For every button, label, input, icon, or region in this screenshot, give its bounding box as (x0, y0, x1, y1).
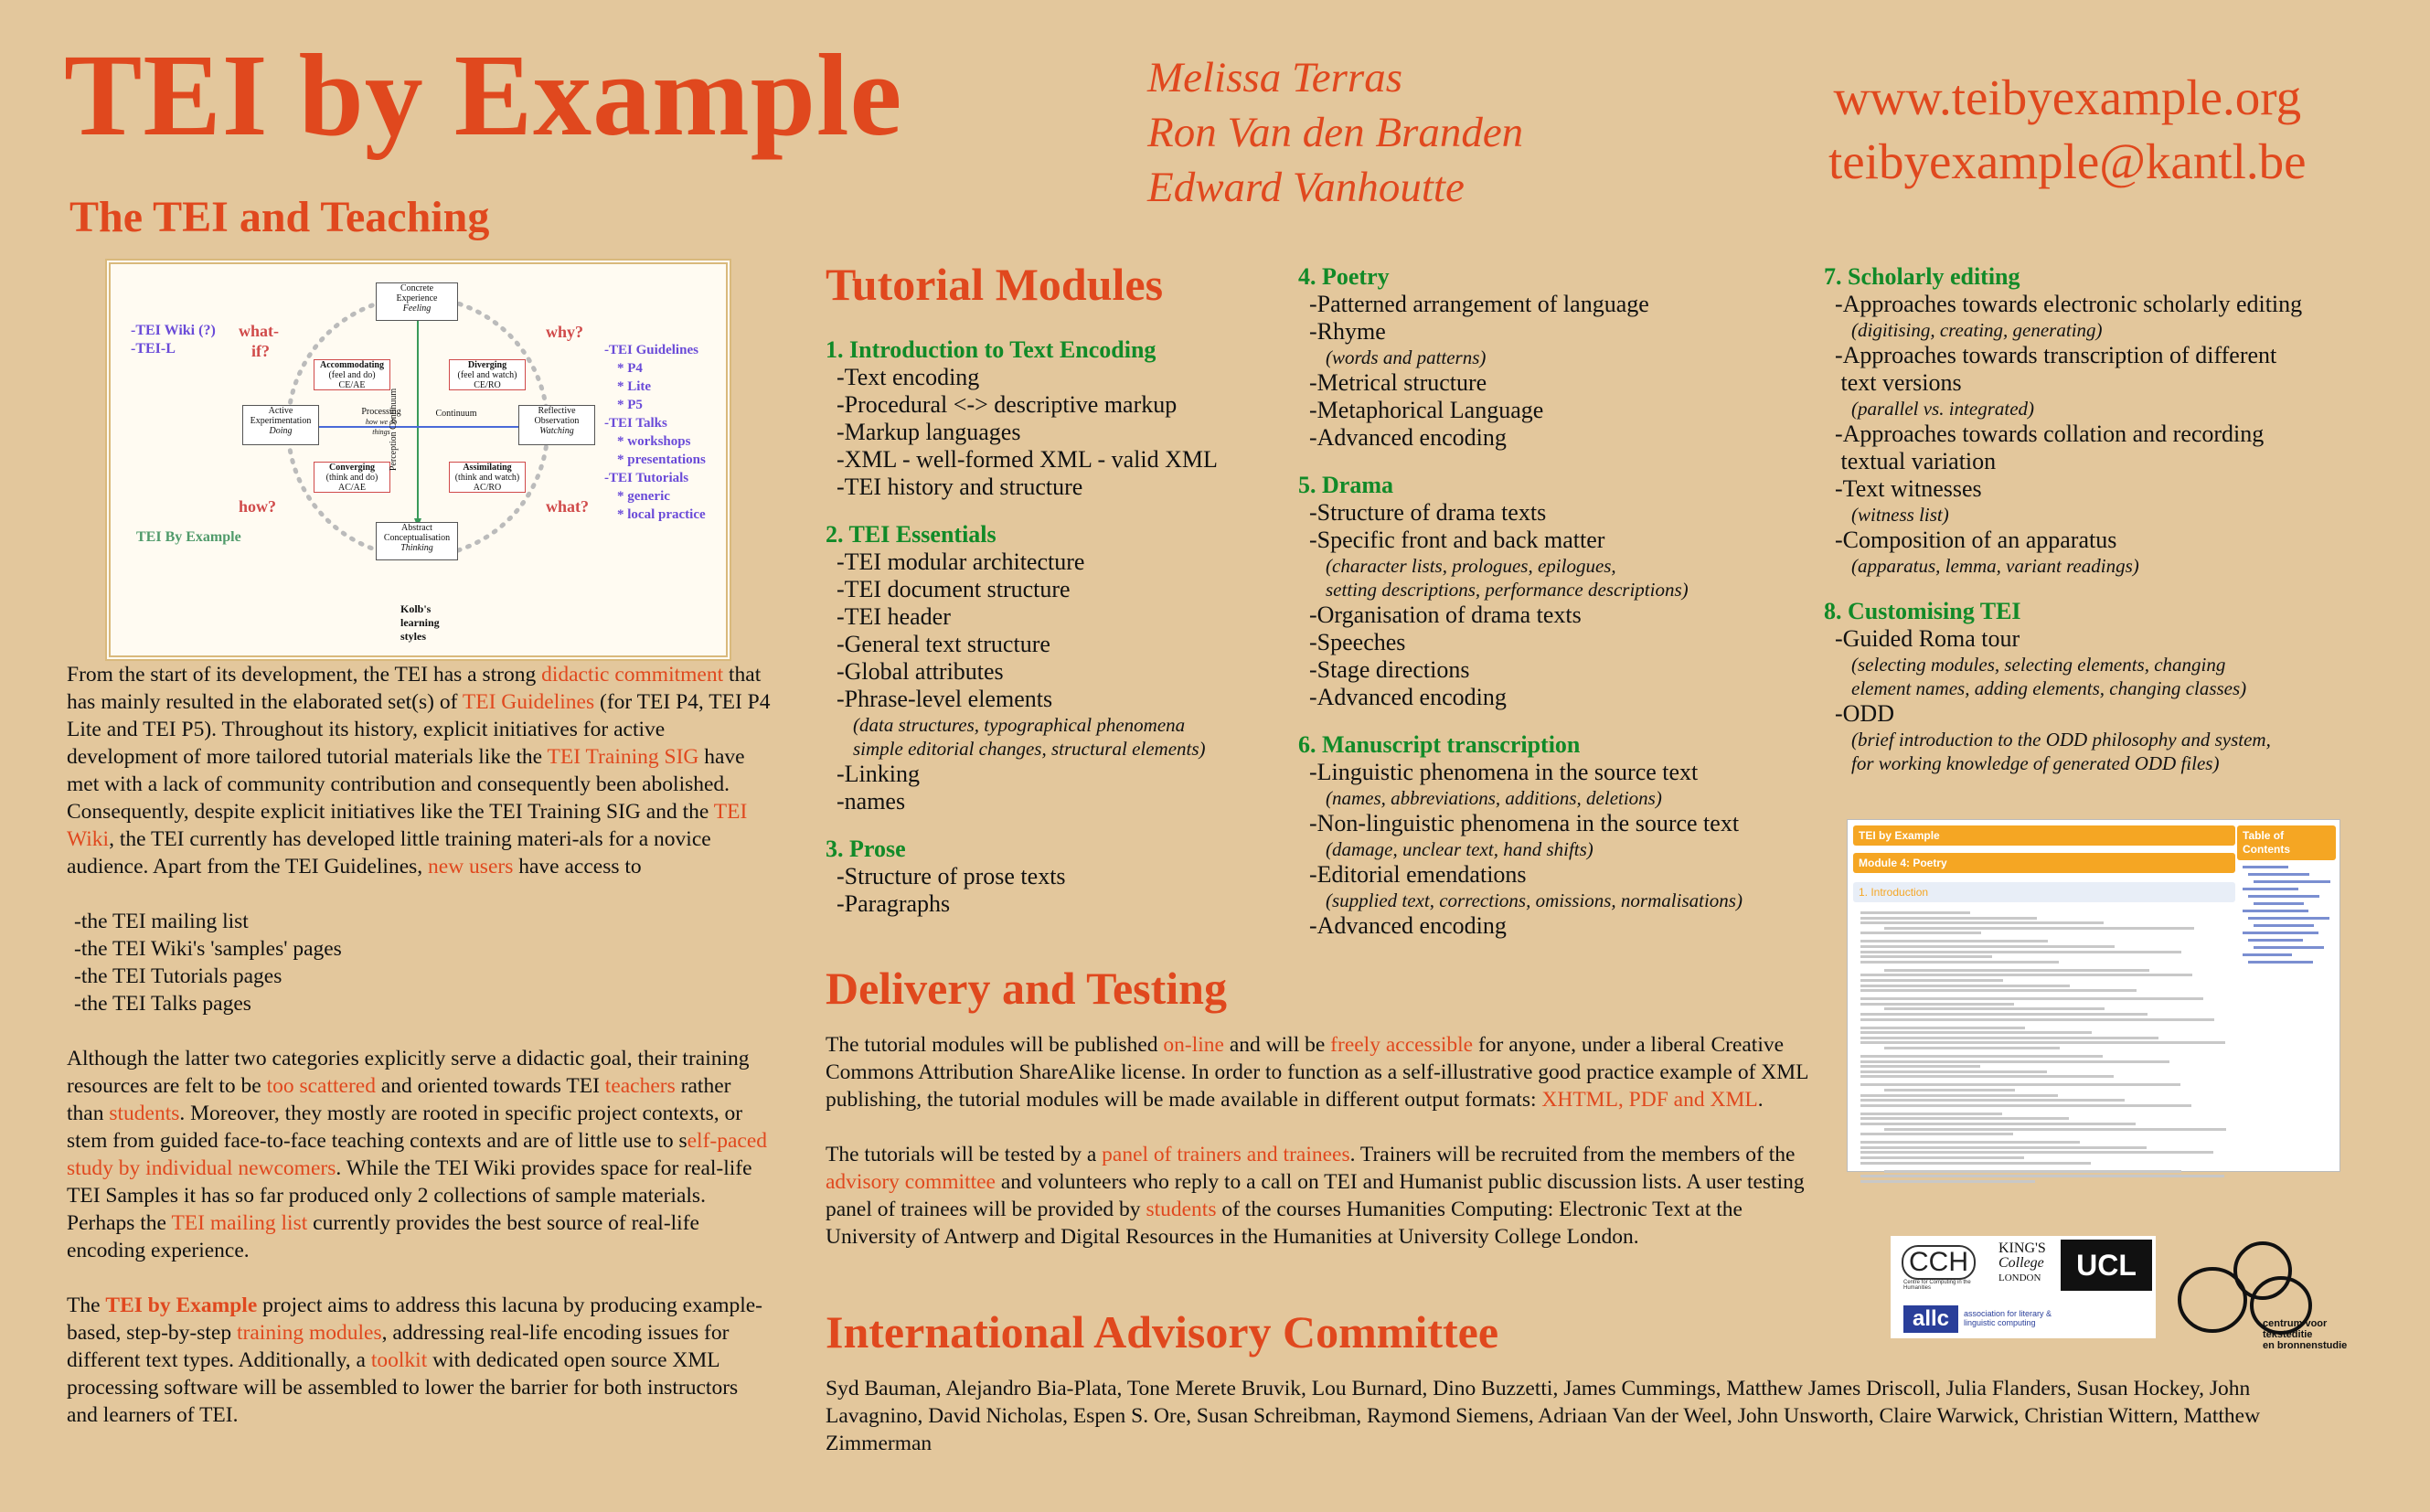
module-item: -Editorial emendations (1309, 861, 1527, 888)
placeholder-line (1860, 1031, 2092, 1034)
module-item: -Global attributes (837, 658, 1004, 685)
placeholder-line (1860, 940, 2048, 942)
node-line: Experimentation (250, 416, 312, 426)
module-item: simple editorial changes, structural elements) (853, 738, 1206, 760)
text-run: . Trainers will be recruited from the members of the (1349, 1143, 1796, 1166)
modules-col-2 (1298, 263, 1819, 940)
text-run: toolkit (370, 1348, 428, 1372)
placeholder-line (1860, 997, 2203, 1000)
placeholder-line (1884, 969, 2149, 972)
concrete-experience-node (376, 282, 458, 321)
text-run: and volunteers who reply to a call on TEI and Humanist public discussion lists. A user testing panel of trainees will be provided by (826, 1170, 1805, 1221)
text-run: TEI by Example (105, 1294, 258, 1317)
placeholder-line (1860, 1180, 2035, 1183)
module-item: (brief introduction to the ODD philosophy and system, (1851, 729, 2271, 751)
email-link[interactable]: teibyexample@kantl.be (1828, 133, 2307, 189)
module-item: -Specific front and back matter (1309, 527, 1605, 553)
module-item: -Advanced encoding (1309, 424, 1507, 451)
delivery-heading: Delivery and Testing (826, 963, 1227, 1014)
module-item: -TEI modular architecture (837, 548, 1085, 575)
placeholder-line (1860, 979, 2003, 982)
node-line: Abstract (401, 523, 432, 533)
placeholder-line (1860, 974, 2192, 976)
placeholder-line (1860, 1099, 2125, 1102)
placeholder-line (1860, 1151, 2213, 1154)
logo-line: KING'S (1998, 1240, 2046, 1256)
partner-logos (1891, 1236, 2156, 1338)
intro-paragraph-2 (67, 1045, 771, 1264)
node-line: Active (268, 406, 293, 416)
cch-logo: CCH (1902, 1245, 1976, 1280)
module-item: (apparatus, lemma, variant readings) (1851, 555, 2139, 577)
module-item: (words and patterns) (1326, 346, 1487, 368)
placeholder-line (1860, 1018, 2214, 1021)
text-run: XHTML, PDF and XML (1541, 1088, 1758, 1112)
placeholder-line (1860, 1041, 2225, 1044)
committee-members: Syd Bauman, Alejandro Bia-Plata, Tone Merete Bruvik, Lou Burnard, Dino Buzzetti, James Cummings, Matthew James Driscoll, Julia Flanders, Susan Hockey, John Lavagnino, David Nicholas, Espen S. Ore, Susan Schreibman, Raymond Siemens, Adriaan Van der Weel, John Unsworth, Claire Warwick, Christian Wittern, Matthew Zimmerman (826, 1377, 2261, 1455)
logo-line: en bronnenstudie (2263, 1340, 2348, 1351)
module-item: -Approaches towards transcription of different (1835, 342, 2277, 368)
toc-placeholder-line (2243, 866, 2288, 868)
label-line: if? (251, 342, 270, 360)
placeholder-line (1860, 1162, 2091, 1165)
kolb-caption (400, 602, 440, 644)
allc-logo: allc (1903, 1305, 1958, 1333)
assimilating-node (449, 462, 526, 493)
toc-placeholder-line (2248, 961, 2313, 964)
list-item: -the TEI Talks pages (74, 992, 251, 1016)
logo-line: centrum voor (2263, 1318, 2328, 1329)
module-item: -Speeches (1309, 629, 1406, 655)
text-run: . Moreover, they mostly are rooted in specific project contexts, or stem from guided face-to-face teaching contexts and are of little use to s (67, 1102, 743, 1153)
text-run: advisory committee (826, 1170, 996, 1194)
list-item: -the TEI mailing list (74, 910, 249, 933)
module-item: -Paragraphs (837, 890, 951, 917)
perception-label (389, 375, 400, 484)
placeholder-line (1860, 1175, 2224, 1177)
placeholder-line (1860, 1146, 2147, 1149)
active-experimentation-node (242, 405, 319, 445)
text-run: for anyone, under a liberal Creative Commons Attribution ShareAlike license. In order to function as a self-illustrative good practice example of XML publishing, the tutorial modules will be made available in different output formats: (826, 1033, 1808, 1112)
module-item: -Markup languages (837, 419, 1021, 445)
module-item: -Advanced encoding (1309, 912, 1507, 939)
text-run: have met with a lack of community contribution and consequently been abolished. Consequently, despite explicit initiatives like the TEI Training SIG and the (67, 745, 745, 824)
text-run: rather than (67, 1074, 731, 1125)
text-run: From the start of its development, the TEI has a strong (67, 663, 542, 687)
node-line: Conceptualisation (383, 533, 451, 543)
poster-title: TEI by Example (64, 30, 903, 160)
placeholder-line (1860, 951, 2181, 953)
module-heading: 4. Poetry (1298, 263, 1390, 290)
text-run: The tutorials will be tested by a (826, 1143, 1103, 1166)
toc-placeholder-line (2254, 946, 2324, 949)
module-heading: 2. TEI Essentials (826, 521, 997, 548)
module-item: -Stage directions (1309, 656, 1470, 683)
allc-logo-subtitle: association for literary & linguistic computing (1964, 1309, 2052, 1327)
placeholder-line (1860, 932, 1981, 934)
toc-line: Contents (2243, 843, 2290, 856)
placeholder-line (1860, 917, 2037, 920)
placeholder-line (1860, 1141, 2080, 1144)
toc-placeholder-line (2254, 880, 2330, 883)
node-line: (feel and watch) (457, 370, 517, 380)
author-1: Melissa Terras (1147, 54, 1403, 101)
module-item: -XML - well-formed XML - valid XML (837, 446, 1218, 473)
label-line: learning (400, 616, 440, 629)
screenshot-toc (2237, 825, 2336, 860)
module-item: element names, adding elements, changing classes) (1851, 677, 2247, 699)
module-item: -ODD (1835, 700, 1894, 727)
module-item: -Structure of prose texts (837, 863, 1066, 889)
text-run: teachers (604, 1074, 676, 1098)
module-heading: 3. Prose (826, 836, 906, 862)
screenshot-bar-1: TEI by Example (1853, 825, 2235, 846)
node-line: Watching (539, 426, 574, 436)
module-item: -Rhyme (1309, 318, 1386, 345)
toc-placeholder-line (2243, 932, 2318, 934)
module-item: -Advanced encoding (1309, 684, 1507, 710)
text-run: Although the latter two categories explicitly serve a didactic goal, their training resources are felt to be (67, 1047, 750, 1098)
node-line: AC/RO (473, 483, 502, 493)
delivery-section (826, 1031, 1822, 1251)
kings-logo (1998, 1241, 2046, 1285)
kolb-diagram (105, 259, 731, 661)
diagram-left-labels (131, 322, 216, 358)
module-item: -names (837, 788, 906, 815)
text-run: (for TEI P4, TEI P4 Lite and TEI P5). Throughout its history, explicit initiatives for active development of more tailored tutorial materials like the (67, 690, 771, 769)
label-line: * local practice (617, 507, 706, 522)
website-link[interactable]: www.teibyexample.org (1833, 69, 2302, 125)
module-item: -Guided Roma tour (1835, 625, 2020, 652)
accommodating-node (314, 359, 390, 390)
module-item: text versions (1835, 369, 1962, 396)
text-run: and oriented towards TEI (375, 1074, 605, 1098)
node-line: CE/RO (474, 380, 501, 390)
placeholder-line (1860, 1094, 2058, 1097)
logo-line: teksteditie (2263, 1329, 2313, 1340)
list-item: -the TEI Tutorials pages (74, 964, 282, 988)
list-item: -the TEI Wiki's 'samples' pages (74, 937, 342, 961)
module-item: -Phrase-level elements (837, 686, 1053, 712)
module-item: -TEI document structure (837, 576, 1071, 602)
diverging-node (449, 359, 526, 390)
intro-section (67, 661, 771, 1429)
text-run: too scattered (266, 1074, 376, 1098)
module-item: (parallel vs. integrated) (1851, 398, 2035, 420)
text-run: TEI Guidelines (462, 690, 595, 714)
text-run: currently provides the best source of real-life encoding experience. (67, 1211, 699, 1262)
placeholder-line (1884, 1128, 2226, 1131)
label-line: Kolb's (400, 602, 432, 615)
node-line: Thinking (400, 543, 433, 553)
text-run: . (1757, 1088, 1764, 1112)
text-run: TEI mailing list (171, 1211, 308, 1235)
toc-placeholder-line (2248, 873, 2309, 876)
placeholder-line (1860, 1070, 2047, 1073)
module-item: -TEI history and structure (837, 474, 1083, 500)
placeholder-line (1884, 1047, 2060, 1049)
placeholder-line (1860, 955, 1992, 958)
text-run: panel of trainers and trainees (1102, 1143, 1350, 1166)
placeholder-line (1884, 1007, 2105, 1010)
module-item: -Approaches towards electronic scholarly editing (1835, 291, 2303, 317)
placeholder-line (1860, 1027, 2025, 1029)
toc-placeholder-line (2243, 888, 2298, 890)
module-item: (supplied text, corrections, omissions, normalisations) (1326, 889, 1743, 911)
text-run: , the TEI currently has developed little training materi-als for a novice audience. Apart from the TEI Guidelines, (67, 827, 711, 878)
placeholder-line (1860, 985, 2070, 987)
intro-paragraph-3 (67, 1292, 771, 1429)
website-screenshot (1847, 819, 2340, 1172)
node-line: Continuum (435, 409, 477, 419)
intro-paragraph-1 (67, 661, 771, 880)
what-label: what? (546, 497, 590, 516)
placeholder-line (1860, 945, 2115, 948)
tei-by-example-caption: TEI By Example (136, 529, 241, 545)
abstract-conceptualisation-node (376, 522, 458, 560)
text-run: of the courses Humanities Computing: Electronic Text at the University of Antwerp and Digital Resources in the Humanities at University College London. (826, 1198, 1743, 1249)
module-heading: 7. Scholarly editing (1824, 263, 2020, 290)
why-label: why? (546, 323, 584, 341)
tutorial-heading: Tutorial Modules (826, 259, 1164, 310)
placeholder-line (1884, 1089, 2015, 1091)
text-run: freely accessible (1330, 1033, 1474, 1057)
text-run: and will be (1224, 1033, 1331, 1057)
screenshot-bar-3: 1. Introduction (1853, 882, 2235, 902)
placeholder-line (1860, 1083, 2180, 1086)
placeholder-line (1860, 1055, 2103, 1058)
label-line: * presentations (617, 453, 706, 467)
node-line: Perception Continuum (389, 388, 399, 472)
label-line: -TEI Guidelines (604, 343, 698, 357)
module-item: (data structures, typographical phenomena (853, 714, 1186, 736)
module-heading: 6. Manuscript transcription (1298, 731, 1581, 758)
cch-logo-subtitle: Centre for Computing in the Humanities (1903, 1280, 1971, 1291)
node-line: Experience (396, 293, 438, 303)
placeholder-line (1860, 911, 1970, 914)
delivery-paragraph-2 (826, 1141, 1822, 1251)
module-item: setting descriptions, performance descriptions) (1326, 579, 1689, 601)
text-run: new users (428, 855, 514, 878)
module-item: (names, abbreviations, additions, deletions) (1326, 787, 1662, 809)
author-2: Ron Van den Branden (1147, 109, 1524, 156)
placeholder-line (1860, 1013, 2148, 1016)
placeholder-line (1860, 1156, 2024, 1159)
node-line: Concrete (400, 283, 434, 293)
text-run: have access to (513, 855, 642, 878)
module-item: (digitising, creating, generating) (1851, 319, 2103, 341)
node-line: (feel and do) (328, 370, 376, 380)
ctb-logo (2171, 1234, 2354, 1353)
module-item: (selecting modules, selecting elements, changing (1851, 654, 2226, 676)
modules-col-1 (826, 336, 1283, 918)
logo-line: LONDON (1998, 1272, 2041, 1283)
label-line: * P4 (617, 361, 643, 376)
module-item: -Patterned arrangement of language (1309, 291, 1649, 317)
converging-node (314, 462, 390, 493)
placeholder-line (1860, 1117, 2069, 1120)
module-heading: 8. Customising TEI (1824, 598, 2021, 624)
toc-placeholder-line (2254, 902, 2304, 905)
node-line: Accommodating (320, 360, 384, 370)
text-run: The (67, 1294, 106, 1317)
module-heading: 1. Introduction to Text Encoding (826, 336, 1156, 363)
contact (1828, 66, 2307, 194)
node-line: Converging (329, 463, 375, 473)
label-line: -TEI Wiki (?) (131, 323, 216, 338)
modules-col-3 (1824, 263, 2409, 775)
node-line: how we do things (365, 418, 398, 436)
label-line: -TEI Talks (604, 416, 667, 431)
node-line: Observation (534, 416, 580, 426)
toc-placeholder-line (2248, 917, 2329, 920)
label-line: * Lite (617, 379, 652, 394)
ucl-logo: UCL (2061, 1240, 2152, 1291)
label-line: -TEI-L (131, 341, 176, 357)
node-line: Reflective (538, 406, 576, 416)
module-item: -Linguistic phenomena in the source text (1309, 759, 1699, 785)
what-if-label (239, 321, 279, 361)
module-item: -Procedural <-> descriptive markup (837, 391, 1178, 418)
committee-heading: International Advisory Committee (826, 1306, 1499, 1358)
label-line: * P5 (617, 398, 643, 412)
placeholder-line (1860, 1065, 1980, 1068)
author-3: Edward Vanhoutte (1147, 164, 1465, 211)
label-line: what- (239, 322, 279, 340)
module-item: -Metaphorical Language (1309, 397, 1544, 423)
logo-line: College (1998, 1255, 2044, 1271)
module-item: -Approaches towards collation and recording (1835, 421, 2265, 447)
toc-placeholder-line (2243, 910, 2308, 912)
placeholder-line (1860, 1104, 2191, 1107)
node-line: (think and watch) (454, 473, 520, 483)
diagram-right-labels (604, 341, 706, 524)
placeholder-line (1860, 921, 2104, 924)
placeholder-line (1860, 961, 2059, 964)
placeholder-line (1884, 927, 2194, 930)
text-run: didactic commitment (541, 663, 724, 687)
module-item: (damage, unclear text, hand shifts) (1326, 838, 1593, 860)
module-heading: 5. Drama (1298, 472, 1393, 498)
toc-placeholder-line (2254, 924, 2314, 927)
module-item: (witness list) (1851, 504, 1949, 526)
text-run: training modules (237, 1321, 382, 1345)
node-line: Diverging (467, 360, 507, 370)
node-line: (think and do) (325, 473, 378, 483)
node-line: Doing (269, 426, 293, 436)
continuum-label (432, 409, 480, 421)
placeholder-line (1860, 989, 2137, 992)
node-line: CE/AE (338, 380, 366, 390)
module-item: -Composition of an apparatus (1835, 527, 2117, 553)
text-run: . While the TEI Wiki provides space for real-life TEI Samples it has so far produced only 2 collections of sample materials. Perhaps the (67, 1156, 752, 1235)
text-run: TEI Wiki (67, 800, 748, 851)
placeholder-line (1860, 1113, 2002, 1115)
text-run: elf-paced study by individual newcomers (67, 1129, 768, 1180)
module-item: -General text structure (837, 631, 1050, 657)
placeholder-line (1860, 1075, 2114, 1078)
label-line: * workshops (617, 434, 691, 449)
module-item: -Text witnesses (1835, 475, 1982, 502)
authors (1147, 50, 1523, 215)
screenshot-bar-2: Module 4: Poetry (1853, 853, 2235, 873)
intro-list (67, 908, 771, 1017)
module-item: for working knowledge of generated ODD files) (1851, 752, 2220, 774)
text-run: students (109, 1102, 180, 1125)
placeholder-line (1860, 1133, 2013, 1135)
label-line: * generic (617, 489, 670, 504)
placeholder-line (1860, 1037, 2158, 1039)
text-run: project aims to address this lacuna by producing example-based, step-by-step (67, 1294, 763, 1345)
toc-placeholder-line (2248, 939, 2303, 942)
node-line: AC/AE (338, 483, 366, 493)
text-run: on-line (1163, 1033, 1224, 1057)
placeholder-line (1860, 1003, 2014, 1006)
module-item: textual variation (1835, 448, 1997, 474)
placeholder-line (1860, 1060, 2169, 1063)
text-run: The tutorial modules will be published (826, 1033, 1164, 1057)
ctb-logo-text (2263, 1318, 2347, 1351)
text-run: TEI Training SIG (547, 745, 699, 769)
node-line: Assimilating (463, 463, 512, 473)
module-item: (character lists, prologues, epilogues, (1326, 555, 1616, 577)
module-item: -Structure of drama texts (1309, 499, 1547, 526)
label-line: -TEI Tutorials (604, 471, 689, 485)
text-run: that has mainly resulted in the elaborated set(s) of (67, 663, 762, 714)
toc-placeholder-line (2243, 953, 2292, 956)
how-label: how? (239, 497, 277, 516)
node-line: Processing (361, 407, 401, 417)
poster-subtitle: The TEI and Teaching (69, 193, 490, 241)
toc-line: Table of (2243, 829, 2285, 842)
module-item: -Organisation of drama texts (1309, 602, 1582, 628)
text-run: students (1146, 1198, 1217, 1221)
placeholder-line (1884, 1170, 2181, 1173)
module-item: -Linking (837, 761, 920, 787)
label-line: styles (400, 630, 426, 643)
reflective-observation-node (518, 405, 595, 445)
module-item: -Metrical structure (1309, 369, 1487, 396)
toc-placeholder-line (2248, 895, 2319, 898)
placeholder-line (1860, 1123, 2136, 1125)
module-item: -Non-linguistic phenomena in the source text (1309, 810, 1740, 836)
delivery-paragraph-1 (826, 1031, 1822, 1113)
node-line: Feeling (402, 303, 432, 314)
module-item: -TEI header (837, 603, 951, 630)
module-item: -Text encoding (837, 364, 980, 390)
text-run: with dedicated open source XML processing software will be assembled to lower the barrier for both instructors and learners of TEI. (67, 1348, 739, 1427)
text-run: , addressing real-life encoding issues for different text types. Additionally, a (67, 1321, 730, 1372)
